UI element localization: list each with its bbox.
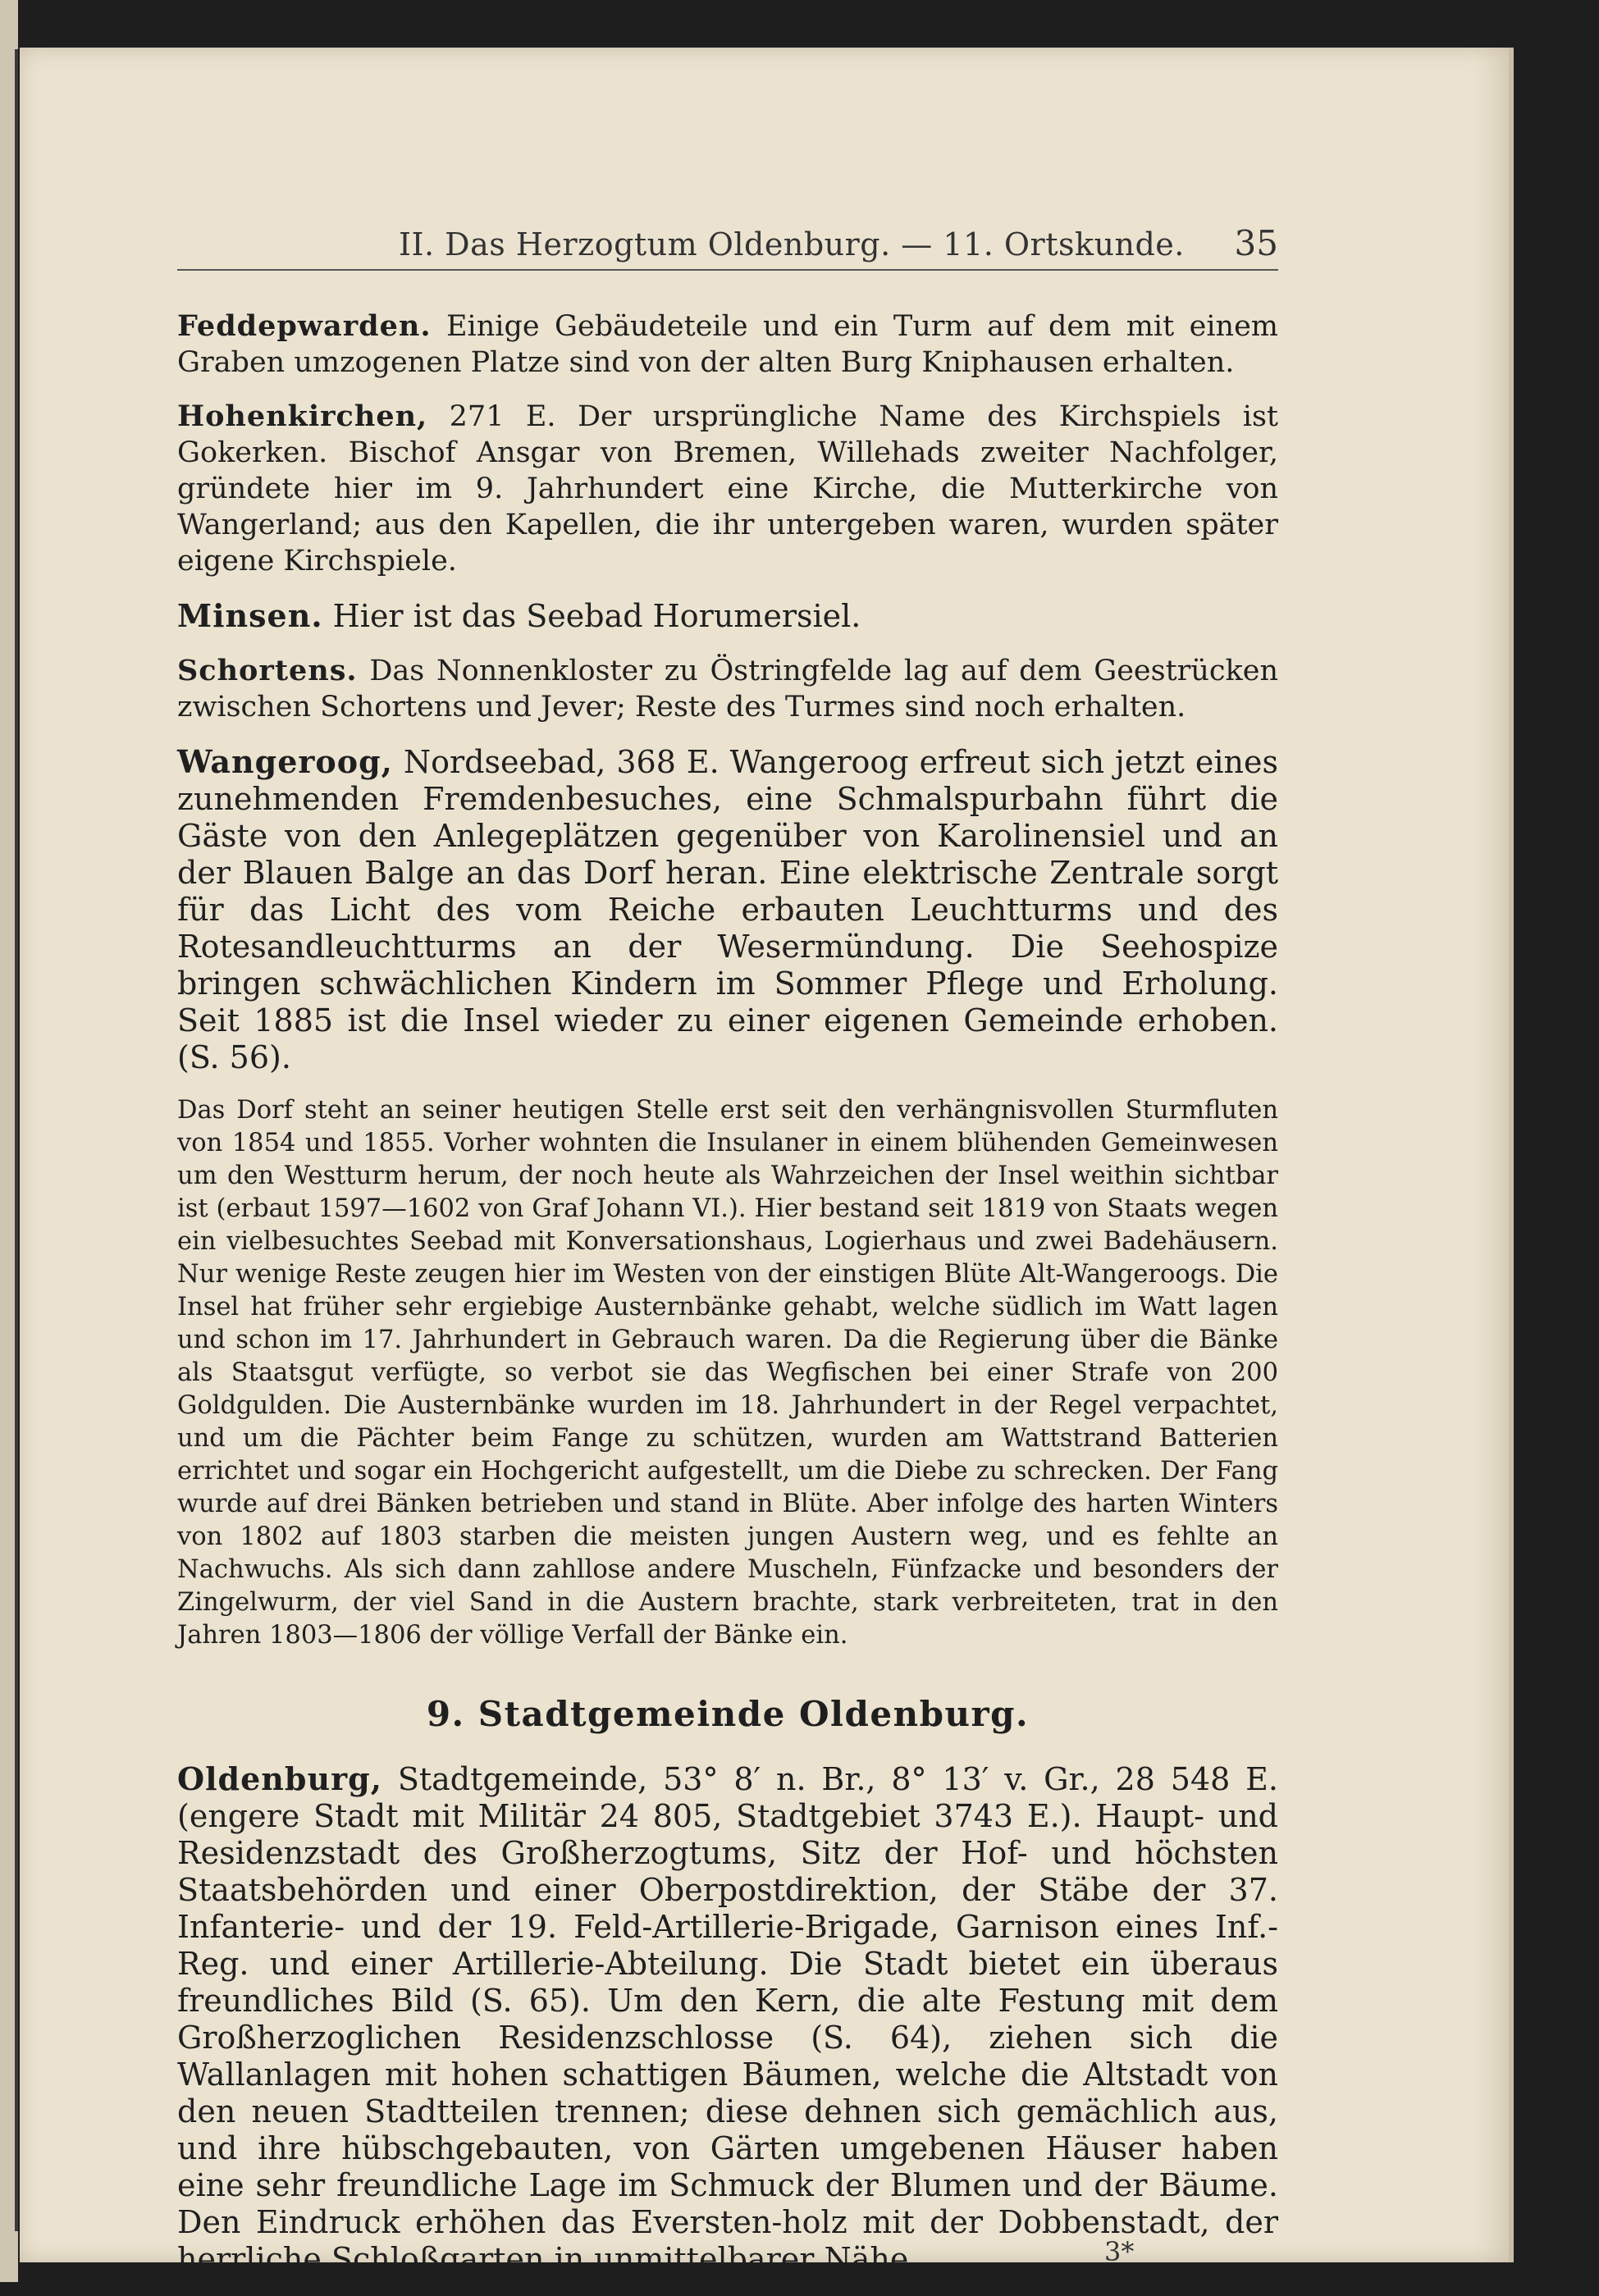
entry-text: Einige Gebäudeteile und ein Turm auf dem mit einem Graben umzogenen Platze sind von der alten Burg Kniphausen erhalten.: [177, 310, 1278, 379]
page-number: 35: [1234, 223, 1278, 263]
entry-text: Hier ist das Seebad Horumersiel.: [332, 598, 861, 634]
binding-shadow: [15, 49, 18, 2231]
entry-head: Hohenkirchen,: [177, 399, 428, 433]
wangeroog-history-paragraph: Das Dorf steht an seiner heutigen Stelle erst seit den verhängnisvollen Sturmfluten von 1854 und 1855. Vorher wohnten die Insulaner in einem blühenden Gemeinwesen um den Westturm herum, der noch heute als Wahrzeichen der Insel weithin sichtbar ist (erbaut 1597—1602 von Graf Johann VI.). Hier bestand seit 1819 von Staats wegen ein vielbesuchtes Seebad mit Konversationshaus, Logierhaus und zwei Badehäusern. Nur wenige Reste zeugen hier im Westen von der einstigen Blüte Alt-Wangeroogs. Die Insel hat früher sehr ergiebige Austernbänke gehabt, welche südlich im Watt lagen und schon im 17. Jahrhundert in Gebrauch waren. Da die Regierung über die Bänke als Staatsgut verfügte, so verbot sie das Wegfischen bei einer Strafe von 200 Goldgulden. Die Austernbänke wurden im 18. Jahrhundert in der Regel verpachtet, und um die Pächter beim Fange zu schützen, wurden am Wattstrand Batterien errichtet und sogar ein Hochgericht aufgestellt, um die Diebe zu schrecken. Der Fang wurde auf drei Bänken betrieben und stand in Blüte. Aber infolge des harten Winters von 1802 auf 1803 starben die meisten jungen Austern weg, und es fehlte an Nachwuchs. Als sich dann zahllose andere Muscheln, Fünfzacke und besonders der Zingelwurm, der viel Sand in die Austern brachte, stark verbreiteten, trat in den Jahren 1803—1806 der völlige Verfall der Bänke ein.: [177, 1096, 1278, 1650]
entry-oldenburg: [177, 1760, 1278, 2278]
running-head: II. Das Herzogtum Oldenburg. — 11. Ortskunde.: [399, 226, 1185, 262]
entry-head: Minsen.: [177, 597, 323, 634]
entry-text: Stadtgemeinde, 53° 8′ n. Br., 8° 13′ v. Gr., 28 548 E. (engere Stadt mit Militär 24 805, Stadtgebiet 3743 E.). Haupt- und Residenzstadt des Großherzogtums, Sitz der Hof- und höchsten Staatsbehörden und einer Oberpostdirektion, der Stäbe der 37. Infanterie- und der 19. Feld-Artillerie-Brigade, Garnison eines Inf.-Reg. und einer Artillerie-Abteilung. Die Stadt bietet ein überaus freundliches Bild (S. 65). Um den Kern, die alte Festung mit dem Großherzoglichen Residenzschlosse (S. 64), ziehen sich die Wallanlagen mit hohen schattigen Bäumen, welche die Altstadt von den neuen Stadtteilen trennen; diese dehnen sich gemächlich aus, und ihre hübschgebauten, von Gärten umgebenen Häuser haben eine sehr freundliche Lage im Schmuck der Blumen und der Bäume. Den Eindruck erhöhen das Eversten-holz mit der Dobbenstadt, der herrliche Schloßgarten in unmittelbarer Nähe: [177, 1761, 1278, 2277]
section-heading: 9. Stadtgemeinde Oldenburg.: [426, 1694, 1030, 1734]
book-page: [20, 48, 1514, 2277]
entry-schortens: [177, 653, 1278, 725]
page-header: [177, 223, 1278, 271]
entry-hohenkirchen: [177, 399, 1278, 579]
body-text: [177, 308, 1278, 2296]
entry-minsen: [177, 597, 1278, 635]
entry-wangeroog: [177, 743, 1278, 1076]
entry-head: Schortens.: [177, 654, 358, 687]
entry-text: Nordseebad, 368 E. Wangeroog erfreut sich jetzt eines zunehmenden Fremdenbesuches, eine Schmalspurbahn führt die Gäste von den Anlegeplätzen gegenüber von Karolinensiel und an der Blauen Balge an das Dorf heran. Eine elektrische Zentrale sorgt für das Licht des vom Reiche erbauten Leuchtturms und des Rotesandleuchtturms an der Wesermündung. Die Seehospize bringen schwächlichen Kindern im Sommer Pflege und Erholung. Seit 1885 ist die Insel wieder zu einer eigenen Gemeinde erhoben. (S. 56).: [177, 744, 1278, 1075]
entry-head: Wangeroog,: [177, 743, 393, 780]
signature-mark: 3*: [1104, 2236, 1135, 2267]
entry-text: Das Nonnenkloster zu Östringfelde lag auf dem Geestrücken zwischen Schortens und Jever; Reste des Turmes sind noch erhalten.: [177, 655, 1278, 723]
entry-head: Feddерwarden.: [177, 309, 432, 343]
entry-feddеrwarden: [177, 308, 1278, 381]
entry-text: 271 E. Der ursprüngliche Name des Kirchspiels ist Gokerken. Bischof Ansgar von Bremen, Willehads zweiter Nachfolger, gründete hier im 9. Jahrhundert eine Kirche, die Mutterkirche von Wangerland; aus den Kapellen, die ihr untergeben waren, wurden später eigene Kirchspiele.: [177, 400, 1278, 577]
entry-head: Oldenburg,: [177, 1760, 382, 1797]
